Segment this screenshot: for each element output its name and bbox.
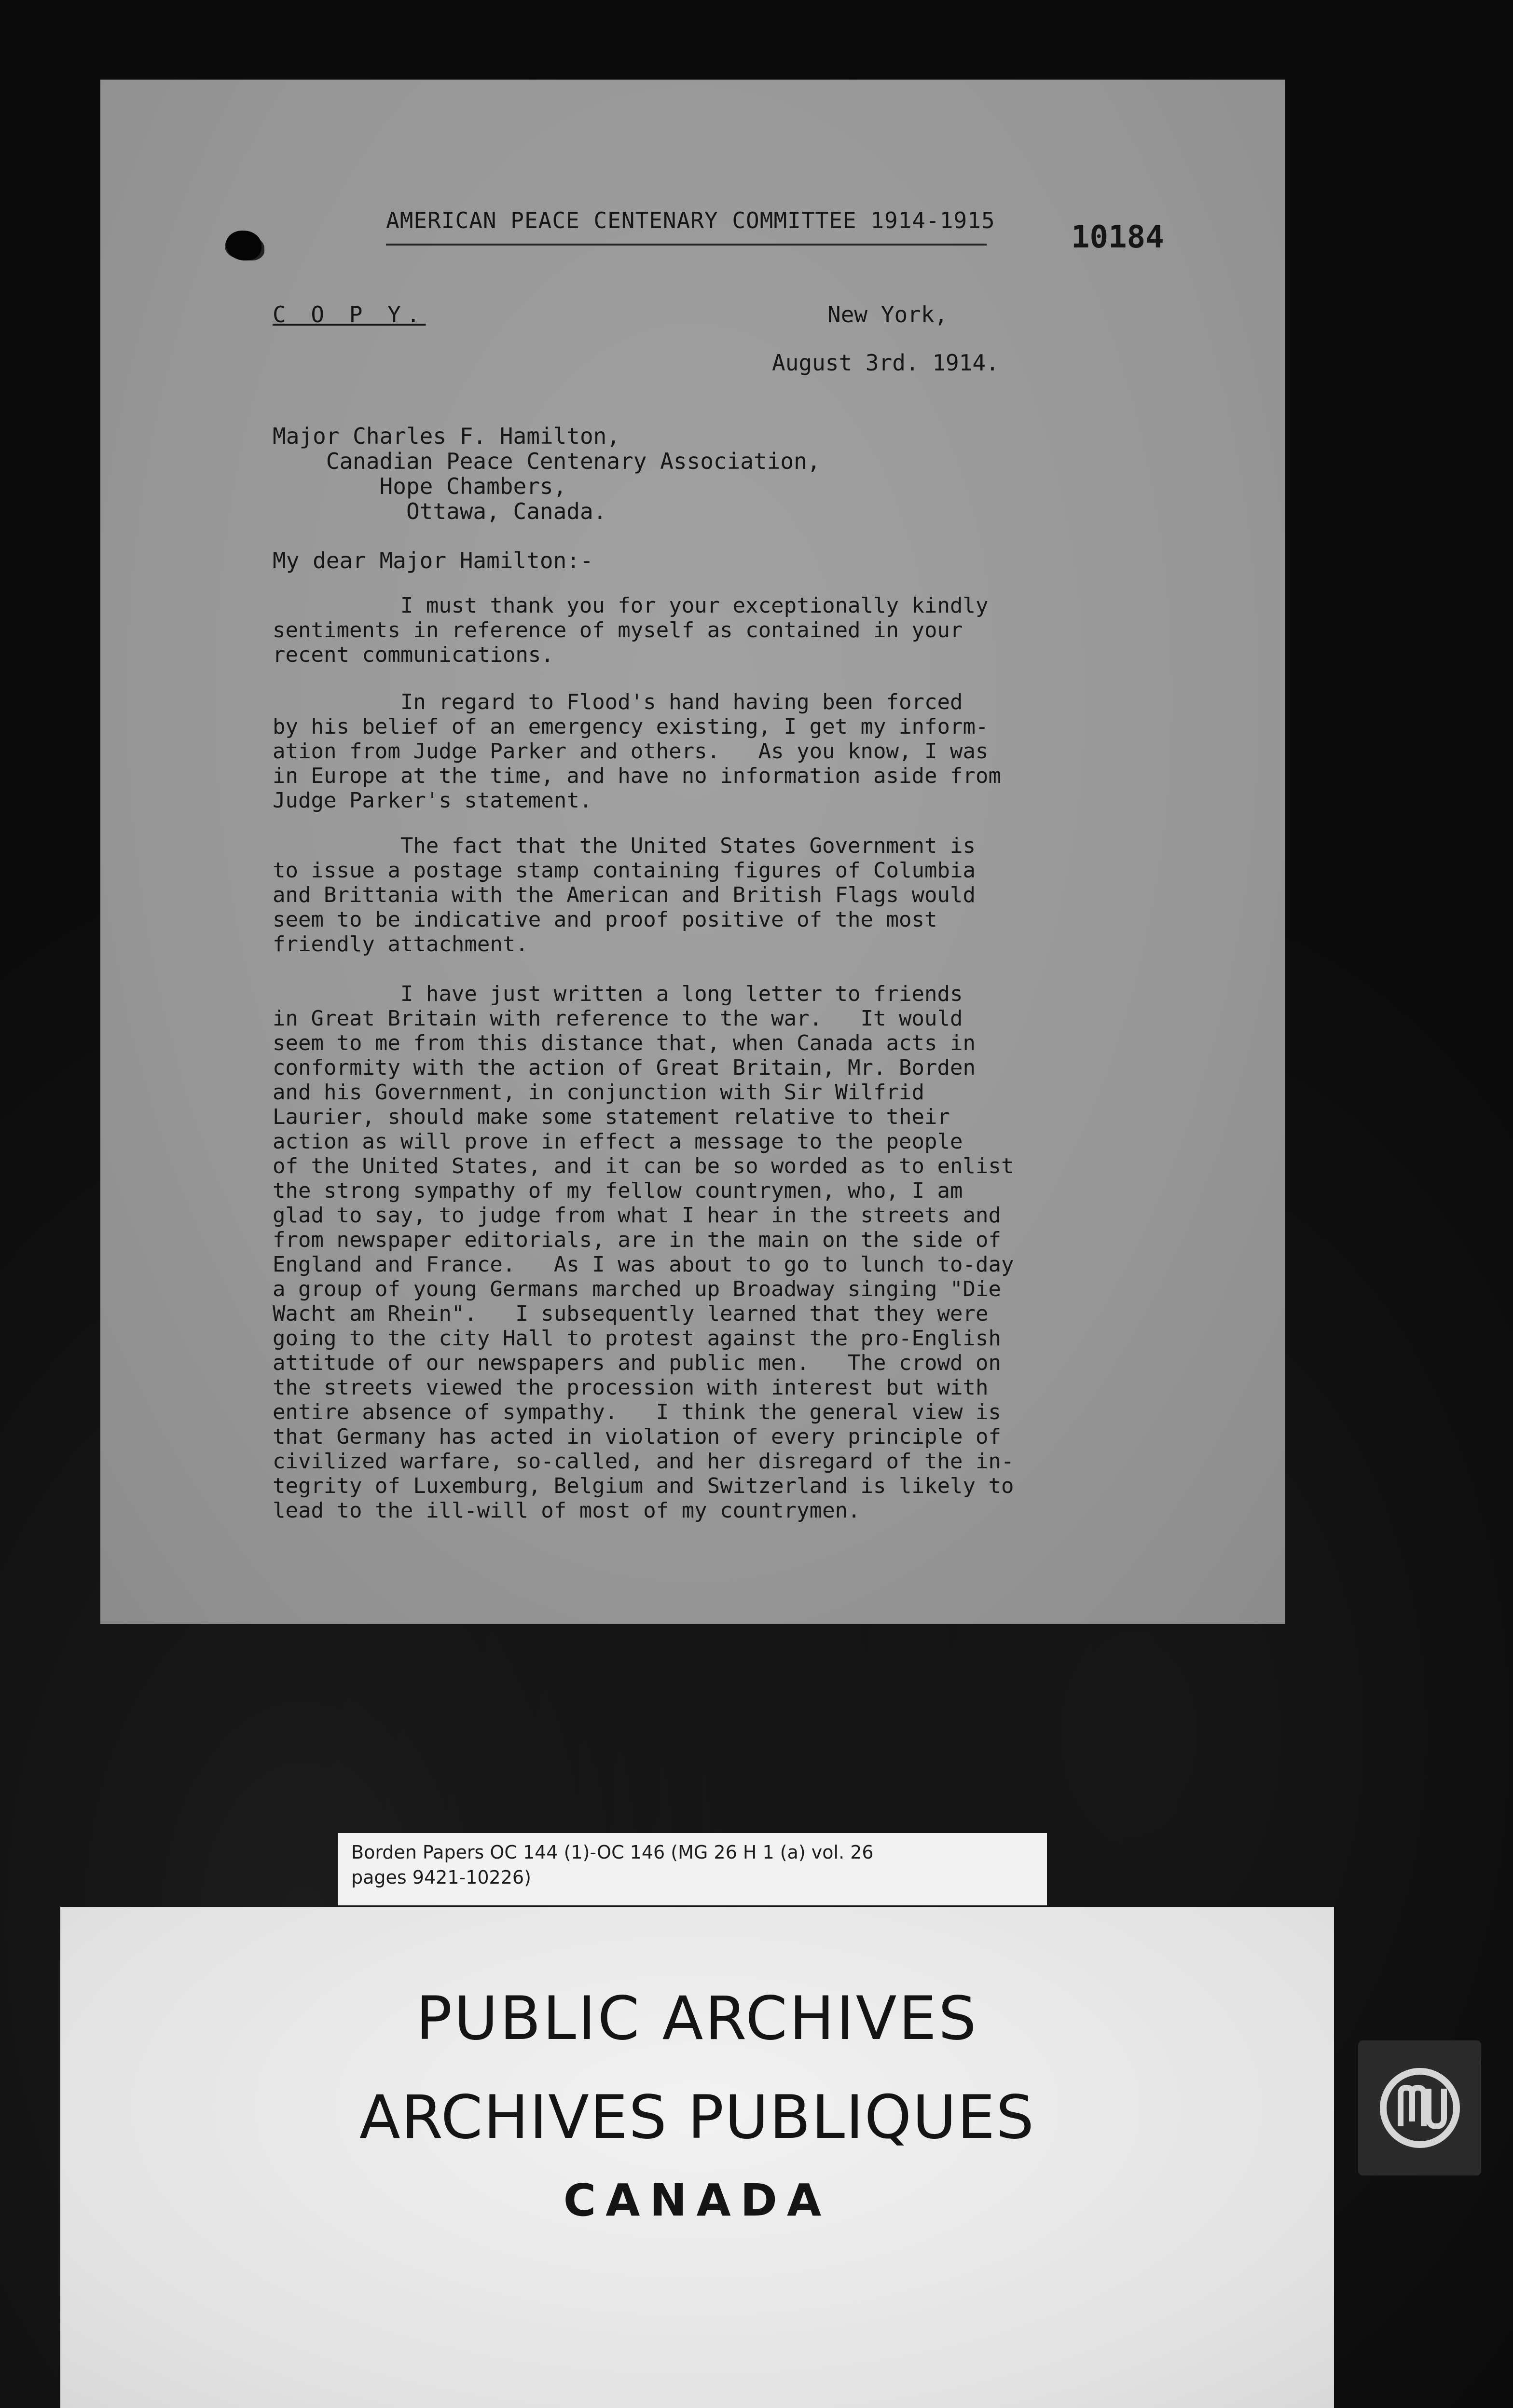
paragraph-1: I must thank you for your exceptionally kindly sentiments in reference of myself as contained in your recent communications. (273, 593, 989, 667)
salutation: My dear Major Hamilton:- (273, 547, 593, 574)
archives-title-english: PUBLIC ARCHIVES (416, 1984, 978, 2053)
archives-country: CANADA (563, 2175, 831, 2226)
paragraph-4: I have just written a long letter to friends in Great Britain with reference to the war. It would seem to me from this distance that, when Canada acts in conformity with the action of Great Britain, Mr. Borden and his Government, in conjunction with Sir Wilfrid Laurier, should make some statement relative to their action as will prove in effect a message to the people of the United States, and it can be so worded as to enlist the strong sympathy of my fellow countrymen, who, I am glad to say, to judge from what I hear in the streets and from newspaper editorials, are in the main on the side of England and France. As I was about to go to lunch to-day a group of young Germans marched up Broadway singing "Die Wacht am Rhein". I subsequently learned that they were going to the city Hall to protest against the pro-English attitude of our newspapers and public men. The crowd on the streets viewed the procession with interest but with entire absence of sympathy. I think the general view is that Germany has acted in violation of every principle of civilized warfare, so-called, and her disregard of the in- tegrity of Luxemburg, Belgium and Switzerland is likely to lead to the ill-will of most of my countrymen. (273, 982, 1014, 1523)
archives-title-french: ARCHIVES PUBLIQUES (359, 2083, 1035, 2152)
paragraph-2: In regard to Flood's hand having been forced by his belief of an emergency existing, I get my inform- ation from Judge Parker and others. As you know, I was in Europe at the time, and have no information aside from Judge Parker's statement. (273, 690, 1001, 813)
document-number: 10184 (1071, 219, 1164, 255)
committee-header: AMERICAN PEACE CENTENARY COMMITTEE 1914-1915 (386, 207, 995, 233)
copy-mark: C O P Y. (273, 301, 426, 328)
letter-date: August 3rd. 1914. (772, 350, 999, 376)
letter-place: New York, (827, 301, 948, 328)
reference-label-line-2: pages 9421-10226) (351, 1867, 531, 1888)
reference-label (338, 1833, 1047, 1905)
header-underline (386, 244, 987, 246)
archives-card (60, 1907, 1334, 2408)
paragraph-3: The fact that the United States Government is to issue a postage stamp containing figures of Columbia and Brittania with the American and British Flags would seem to be indicative and proof positive of the most friendly attachment. (273, 834, 976, 957)
reference-label-line-1: Borden Papers OC 144 (1)-OC 146 (MG 26 H 1 (a) vol. 26 (351, 1842, 874, 1863)
recipient-address: Major Charles F. Hamilton, Canadian Peace Centenary Association, Hope Chambers, Ottawa, Canada. (273, 423, 821, 524)
archives-emblem-icon (1358, 2040, 1481, 2175)
